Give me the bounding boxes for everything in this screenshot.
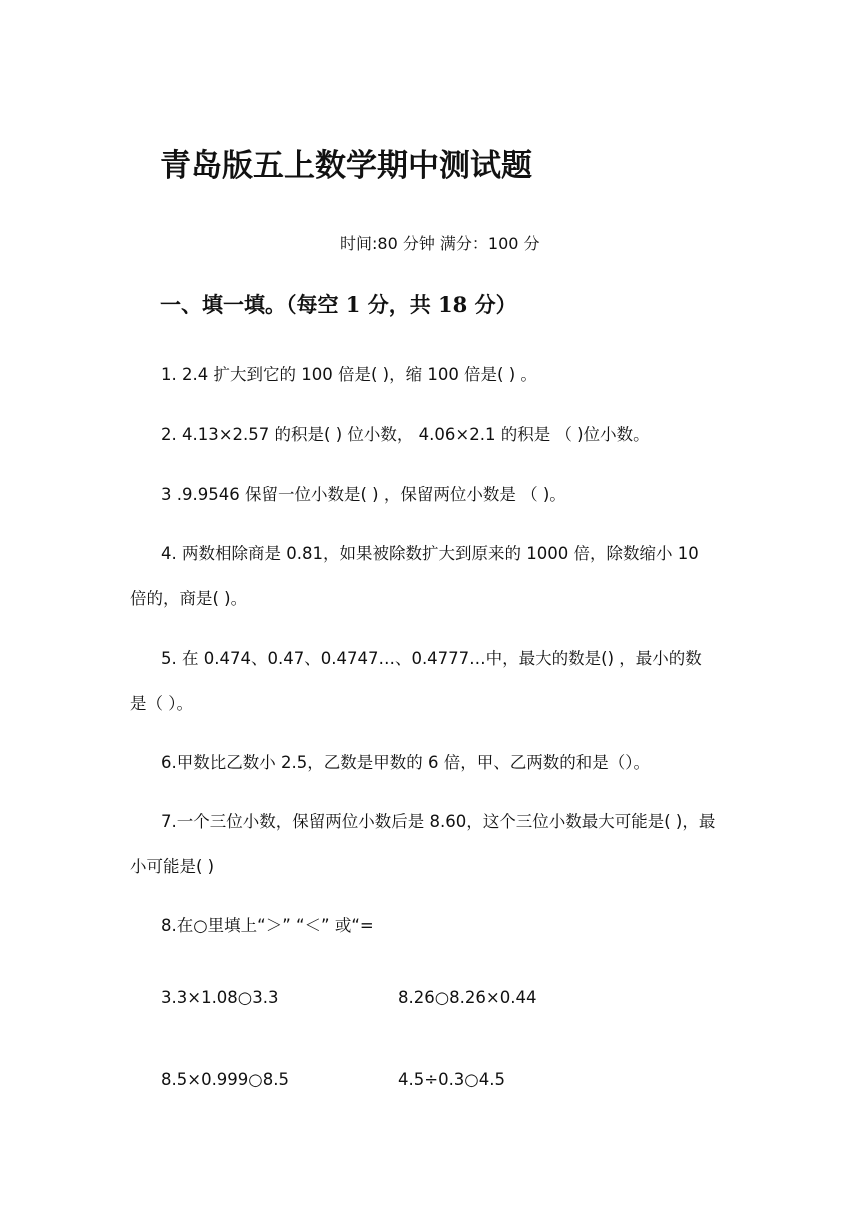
exam-meta: 时间:80 分钟 满分：100 分: [340, 234, 540, 253]
question-5-line-1: 5. 在 0.474、0.47、0.4747…、0.4777…中，最大的数是() ，最小的数: [161, 649, 702, 668]
question-7-line-1: 7.一个三位小数，保留两位小数后是 8.60，这个三位小数最大可能是( )，最: [161, 812, 716, 831]
question-4-line-1: 4. 两数相除商是 0.81，如果被除数扩大到原来的 1000 倍，除数缩小 10: [161, 544, 699, 563]
question-3: 3 .9.9546 保留一位小数是( ) ，保留两位小数是 （ )。: [161, 485, 566, 504]
question-6: 6.甲数比乙数小 2.5，乙数是甲数的 6 倍，甲、乙两数的和是（）。: [161, 753, 650, 772]
question-7-line-2: 小可能是( ): [130, 857, 215, 876]
comparison-1-right: 8.26○8.26×0.44: [398, 988, 537, 1007]
question-4-line-2: 倍的，商是( )。: [130, 589, 248, 608]
section-heading: 一、填一填。（每空 1 分，共 18 分）: [160, 292, 517, 317]
comparison-1-left: 3.3×1.08○3.3: [161, 988, 279, 1007]
comparison-2-left: 8.5×0.999○8.5: [161, 1070, 289, 1089]
question-2: 2. 4.13×2.57 的积是( ) 位小数， 4.06×2.1 的积是 （ )位小数。: [161, 425, 650, 444]
page-title: 青岛版五上数学期中测试题: [160, 148, 532, 184]
question-8: 8.在○里填上“＞” “＜” 或“=: [161, 916, 374, 935]
comparison-2-right: 4.5÷0.3○4.5: [398, 1070, 505, 1089]
question-5-line-2: 是（ ）。: [130, 694, 193, 713]
question-1: 1. 2.4 扩大到它的 100 倍是( )，缩 100 倍是( ) 。: [161, 365, 537, 384]
